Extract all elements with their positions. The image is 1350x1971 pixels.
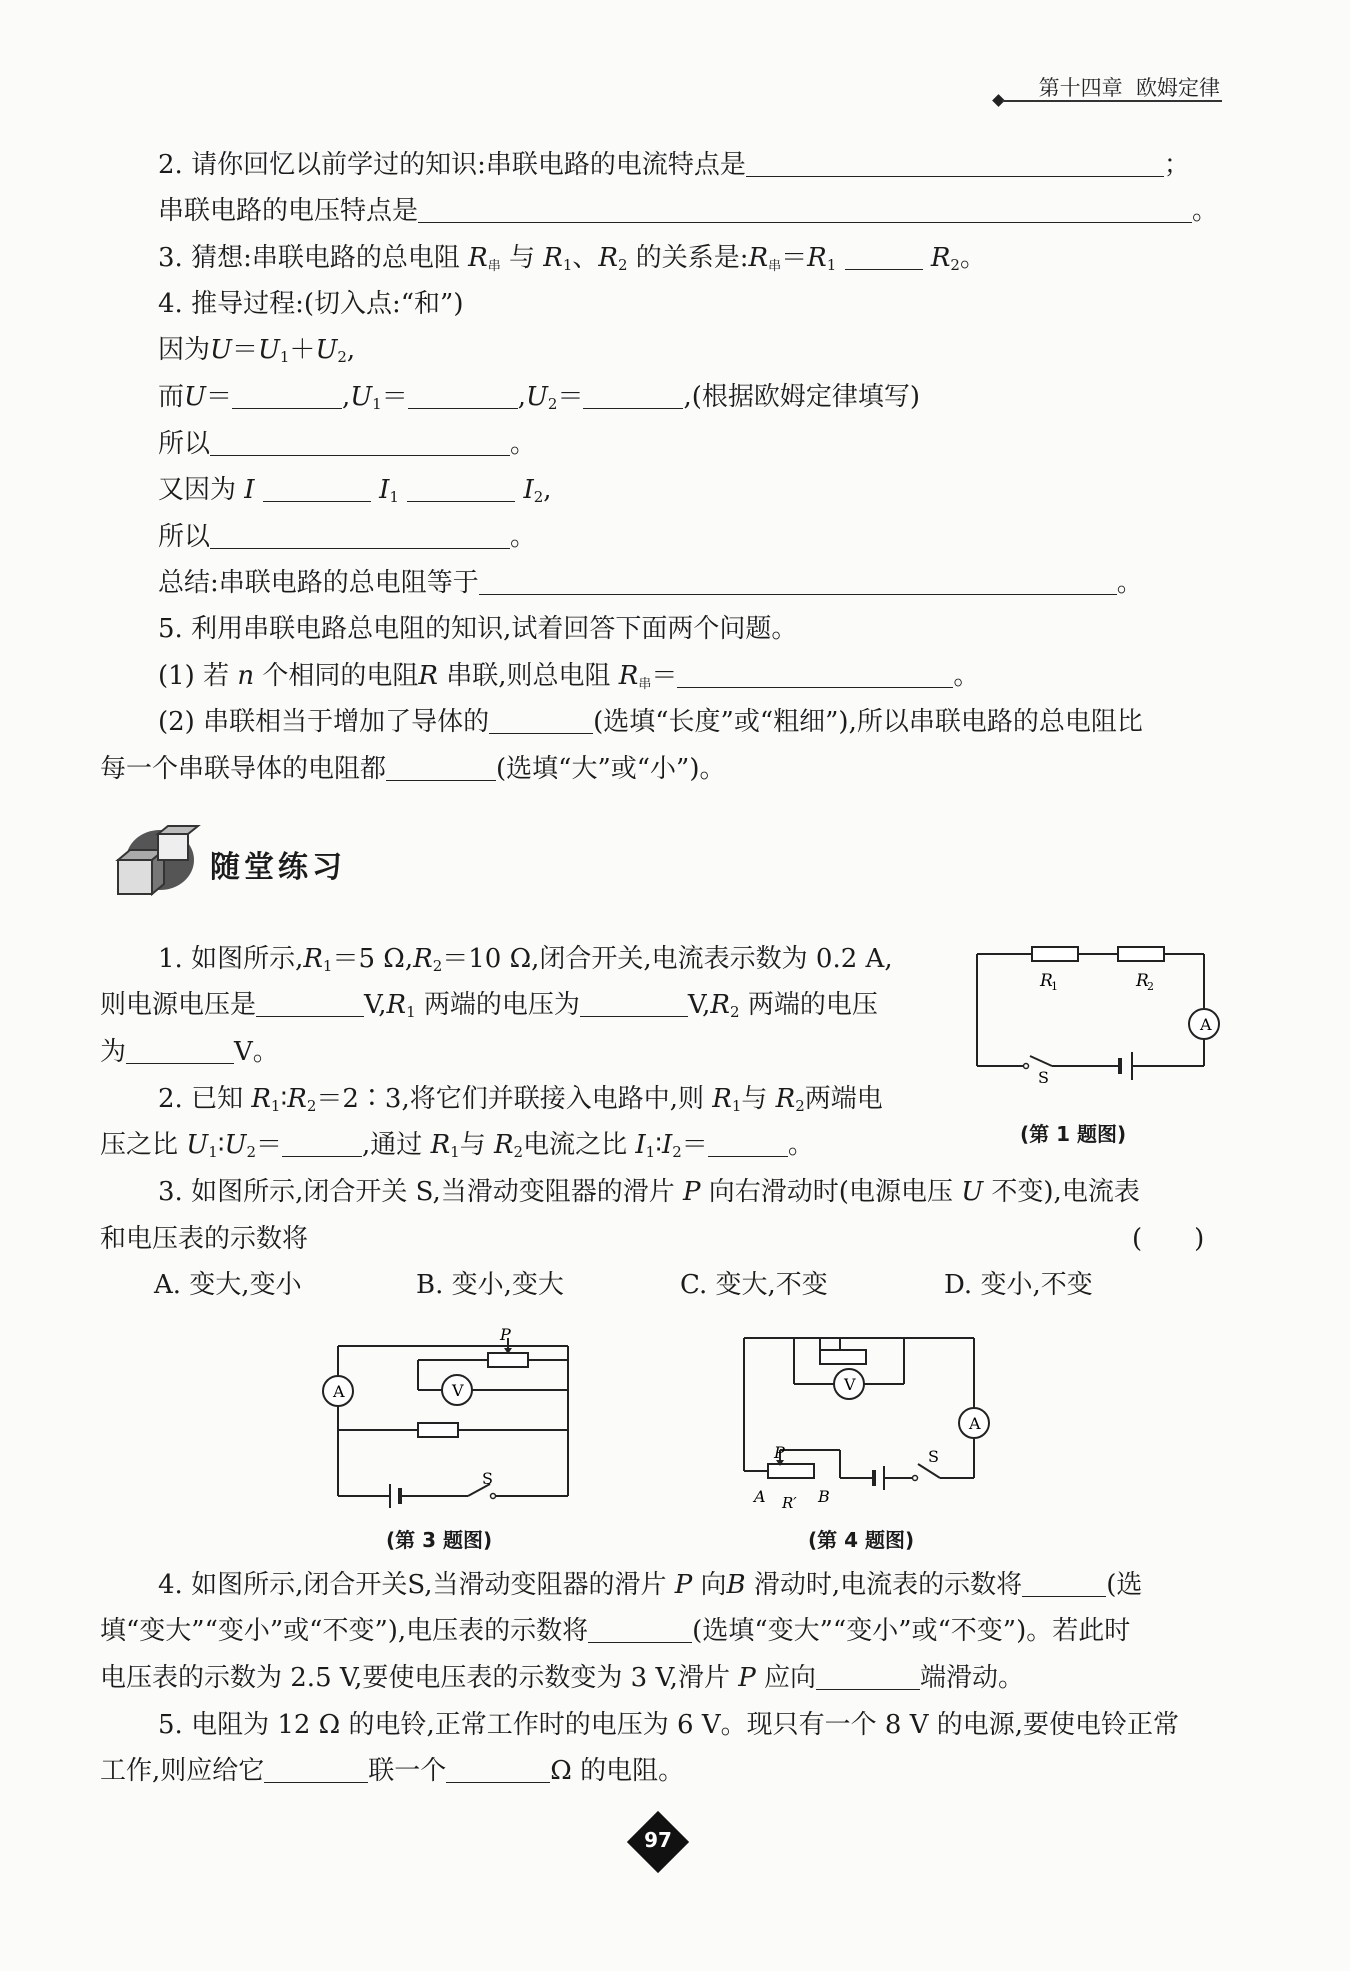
figure-1-caption: (第 1 题图) <box>1020 1122 1127 1146</box>
answer-blank[interactable] <box>210 431 510 456</box>
answer-blank[interactable] <box>263 477 371 502</box>
answer-blank[interactable] <box>386 756 496 781</box>
answer-blank[interactable] <box>232 384 342 409</box>
practice-1-line-2: 则电源电压是 $V,R_1$ 两端的电压为 $V,R_2$ 两端的电压 <box>100 990 878 1021</box>
svg-text:2: 2 <box>1147 980 1154 993</box>
answer-blank[interactable] <box>677 663 953 688</box>
question-5-2-line-2: 每一个串联导体的电阻都 (选填“大”或“小”)。 <box>100 754 726 784</box>
q4-so-line-2: 所以 。 <box>158 522 537 552</box>
switch-label: S <box>1038 1068 1049 1087</box>
answer-blank[interactable] <box>588 1618 692 1643</box>
answer-blank[interactable] <box>580 992 688 1017</box>
option-d[interactable]: D. 变小,不变 <box>944 1270 1093 1300</box>
answer-blank[interactable] <box>1022 1572 1106 1597</box>
question-5-title: 5. 利用串联电路总电阻的知识,试着回答下面两个问题。 <box>158 614 798 644</box>
figure-1-circuit <box>972 940 1232 1100</box>
answer-blank[interactable] <box>264 1758 368 1783</box>
practice-5-line-1: 5. 电阻为 12 Ω 的电铃,正常工作时的电压为 6 V。现只有一个 8 V 的电源,要使电铃正常 <box>158 1710 1179 1740</box>
section-title: 随堂练习 <box>210 850 346 885</box>
end-a-label: A <box>754 1487 766 1506</box>
answer-blank[interactable] <box>446 1758 550 1783</box>
ammeter-label: A <box>333 1382 345 1401</box>
answer-blank[interactable] <box>816 1665 920 1690</box>
question-2-line-1: 2. 请你回忆以前学过的知识:串联电路的电流特点是 ； <box>158 150 1190 180</box>
practice-5-line-2: 工作,则应给它 联一个 Ω 的电阻。 <box>100 1756 685 1786</box>
figure-3-circuit <box>318 1328 580 1508</box>
practice-1-line-1: 1. 如图所示$,R_1=5$ $\Omega,R_2=10$ Ω,闭合开关,电流表示数为 0.2 A, <box>158 944 893 975</box>
option-b[interactable]: B. 变小,变大 <box>416 1270 564 1300</box>
ammeter-label: A <box>969 1414 981 1433</box>
answer-blank[interactable] <box>746 152 1164 177</box>
cube-section-icon <box>108 820 204 900</box>
ammeter-label: A <box>1200 1015 1212 1034</box>
answer-blank[interactable] <box>210 524 510 549</box>
q4-so-line-1: 所以 。 <box>158 429 537 459</box>
question-3: 3. 猜想:串联电路的总电阻 R串 与 $R_1$、$R_2$ 的关系是:R串$=R_1$ $R_2$。 <box>158 243 986 274</box>
header-rule <box>1002 100 1222 102</box>
end-b-label: B <box>818 1487 830 1506</box>
answer-blank[interactable] <box>583 384 683 409</box>
chapter-header: 第十四章 欧姆定律 <box>1038 76 1220 100</box>
question-5-1: (1) 若 n 个相同的电阻R 串联,则总电阻 R串＝ 。 <box>158 661 980 692</box>
answer-blank[interactable] <box>708 1132 788 1157</box>
slider-label: P <box>500 1328 511 1344</box>
svg-text:R: R <box>1040 971 1053 991</box>
practice-4-line-1: 4. 如图所示,闭合开关S,当滑动变阻器的滑片 P 向B 滑动时,电流表的示数将 (选 <box>158 1570 1143 1600</box>
slider-label: P <box>774 1443 785 1462</box>
figure-4-caption: (第 4 题图) <box>808 1528 915 1552</box>
practice-4-line-2: 填“变大”“变小”或“不变”),电压表的示数将 (选填“变大”“变小”或“不变”)。若此时 <box>100 1616 1131 1646</box>
page-number: 97 <box>644 1828 672 1852</box>
q4-ohm-line: 而$U= ,U_1= ,U_2=$ ,(根据欧姆定律填写) <box>158 382 921 413</box>
rprime-label: R′ <box>782 1494 797 1512</box>
practice-3-line-2: 和电压表的示数将 <box>100 1224 309 1254</box>
svg-text:R: R <box>1136 971 1149 991</box>
answer-blank[interactable] <box>408 384 518 409</box>
answer-blank[interactable] <box>407 477 515 502</box>
answer-blank[interactable] <box>845 245 923 270</box>
svg-text:1: 1 <box>1051 980 1058 993</box>
practice-3-line-1: 3. 如图所示,闭合开关 S,当滑动变阻器的滑片 P 向右滑动时(电源电压 U 不变),电流表 <box>158 1177 1140 1207</box>
practice-2-line-2: 压之比 $U_1∶U_2=$ ,通过 $R_1$与 $R_2$电流之比 $I_1∶I_2=$ 。 <box>100 1130 814 1161</box>
answer-blank[interactable] <box>418 198 1192 223</box>
option-c[interactable]: C. 变大,不变 <box>680 1270 828 1300</box>
answer-blank[interactable] <box>489 709 593 734</box>
figure-3-caption: (第 3 题图) <box>386 1528 493 1552</box>
question-5-2-line-1: (2) 串联相当于增加了导体的 (选填“长度”或“粗细”),所以串联电路的总电阻比 <box>158 707 1143 737</box>
question-4-title: 4. 推导过程:(切入点:“和”) <box>158 289 464 319</box>
answer-bracket[interactable]: ( ) <box>1132 1224 1205 1254</box>
q4-summary: 总结:串联电路的总电阻等于 。 <box>158 568 1143 598</box>
practice-4-line-3: 电压表的示数为 2.5 V,要使电压表的示数变为 3 V,滑片 P 应向 端滑动。 <box>100 1663 1025 1693</box>
answer-blank[interactable] <box>282 1132 362 1157</box>
practice-1-line-3: 为 V。 <box>100 1037 279 1067</box>
answer-blank[interactable] <box>126 1039 234 1064</box>
practice-2-line-1: 2. 已知 $R_1∶R_2=2∶3$,将它们并联接入电路中,则 $R_1$与 $R_2$两端电 <box>158 1084 883 1115</box>
q4-also-line: 又因为 I $I_1$ $I_2$, <box>158 475 552 506</box>
answer-blank[interactable] <box>256 992 364 1017</box>
q4-because-line: 因为$U=U_1+U_2$, <box>158 335 356 366</box>
figure-4-circuit <box>740 1328 1004 1518</box>
switch-label: S <box>482 1469 493 1488</box>
switch-label: S <box>928 1447 939 1466</box>
voltmeter-label: V <box>844 1375 856 1394</box>
option-a[interactable]: A. 变大,变小 <box>154 1270 302 1300</box>
answer-blank[interactable] <box>479 570 1117 595</box>
voltmeter-label: V <box>452 1381 464 1400</box>
question-2-line-2: 串联电路的电压特点是 。 <box>158 196 1219 226</box>
